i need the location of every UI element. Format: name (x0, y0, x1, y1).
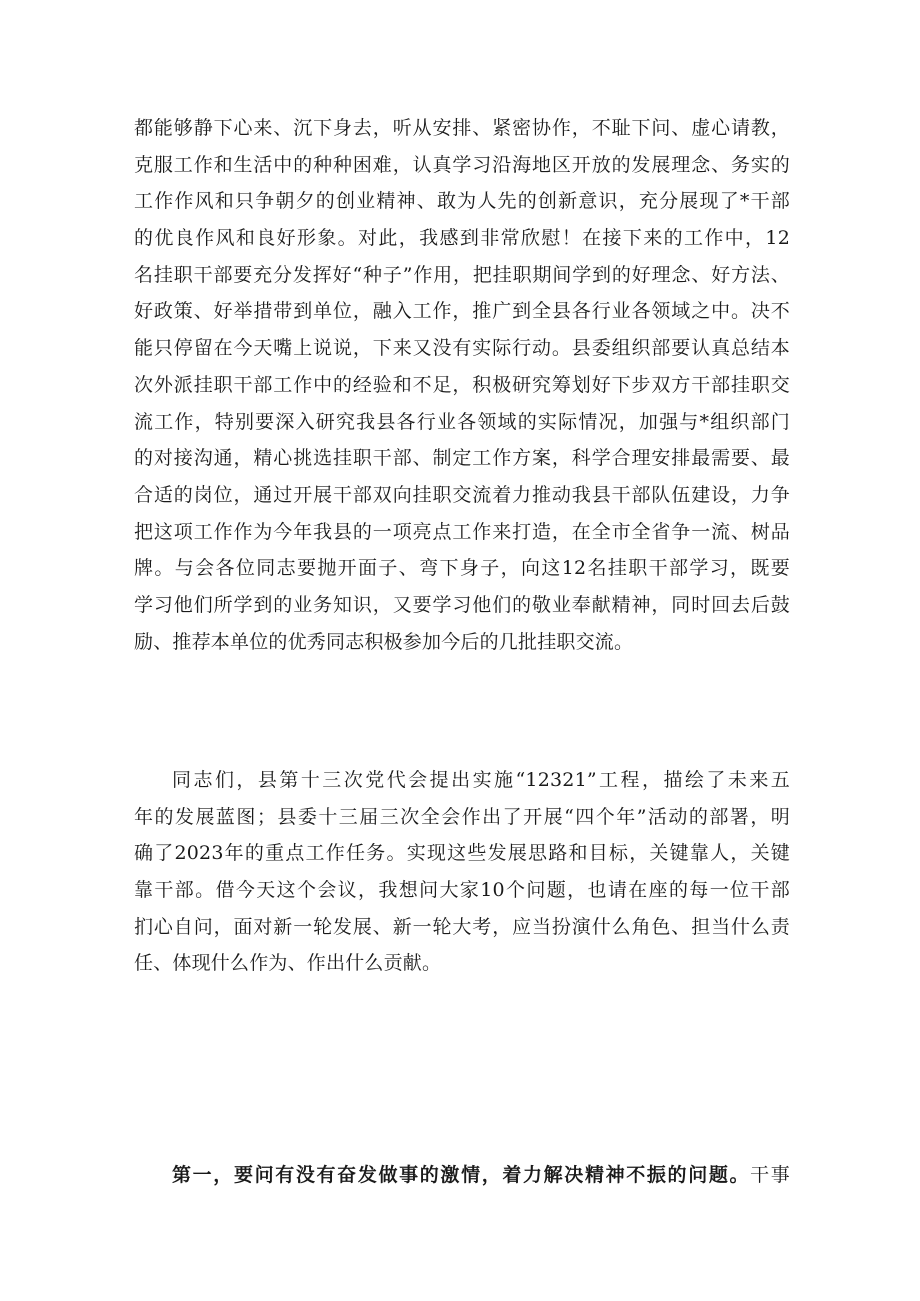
paragraph-line: 都能够静下心来、沉下身去，听从安排、紧密协作，不耻下问、虚心请教， (134, 117, 790, 139)
paragraph-line: 能只停留在今天嘴上说说，下来又没有实际行动。县委组织部要认真总结本 (134, 337, 790, 360)
paragraph-first-question (134, 1157, 790, 1194)
paragraph-line: 工作作风和只争朝夕的创业精神、敢为人先的创新意识，充分展现了*干部 (134, 190, 790, 213)
paragraph-line: 扪心自问，面对新一轮发展、新一轮大考，应当扮演什么角色、担当什么责 (134, 915, 790, 938)
paragraph-line: 靠干部。借今天这个会议，我想问大家10个问题，也请在座的每一位干部 (134, 879, 790, 902)
paragraph-line: 确了2023年的重点工作任务。实现这些发展思路和目标，关键靠人，关键 (134, 842, 790, 865)
paragraph-line: 合适的岗位，通过开展干部双向挂职交流着力推动我县干部队伍建设，力争 (134, 483, 790, 506)
paragraph-line: 任、体现什么作为、作出什么贡献。 (134, 952, 442, 975)
paragraph-line: 的对接沟通，精心挑选挂职干部、制定工作方案，科学合理安排最需要、最 (134, 447, 790, 470)
paragraph-cadre-exchange (134, 110, 790, 660)
paragraph-line: 励、推荐本单位的优秀同志积极参加今后的几批挂职交流。 (134, 630, 634, 653)
paragraph-line: 学习他们所学到的业务知识，又要学习他们的敬业奉献精神，同时回去后鼓 (134, 593, 790, 616)
paragraph-text: 干事 (750, 1164, 790, 1186)
paragraph-development-goals (134, 762, 790, 982)
section-heading: 第一，要问有没有奋发做事的激情，着力解决精神不振的问题。 (172, 1164, 751, 1186)
paragraph-line: 把这项工作作为今年我县的一项亮点工作来打造，在全市全省争一流、树品 (134, 520, 790, 543)
paragraph-line (134, 1157, 790, 1194)
paragraph-line: 克服工作和生活中的种种困难，认真学习沿海地区开放的发展理念、务实的 (134, 153, 790, 176)
paragraph-line: 同志们，县第十三次党代会提出实施“12321”工程，描绘了未来五 (172, 769, 790, 791)
paragraph-line: 流工作，特别要深入研究我县各行业各领域的实际情况，加强与*组织部门 (134, 410, 790, 433)
paragraph-line: 的优良作风和良好形象。对此，我感到非常欣慰！在接下来的工作中，12 (134, 227, 790, 250)
paragraph-line: 名挂职干部要充分发挥好“种子”作用，把挂职期间学到的好理念、好方法、 (134, 263, 790, 286)
paragraph-line: 年的发展蓝图；县委十三届三次全会作出了开展“四个年”活动的部署，明 (134, 805, 790, 828)
paragraph-line: 牌。与会各位同志要抛开面子、弯下身子，向这12名挂职干部学习，既要 (134, 557, 790, 580)
paragraph-line: 好政策、好举措带到单位，融入工作，推广到全县各行业各领域之中。决不 (134, 300, 790, 323)
paragraph-line: 次外派挂职干部工作中的经验和不足，积极研究筹划好下步双方干部挂职交 (134, 373, 790, 396)
